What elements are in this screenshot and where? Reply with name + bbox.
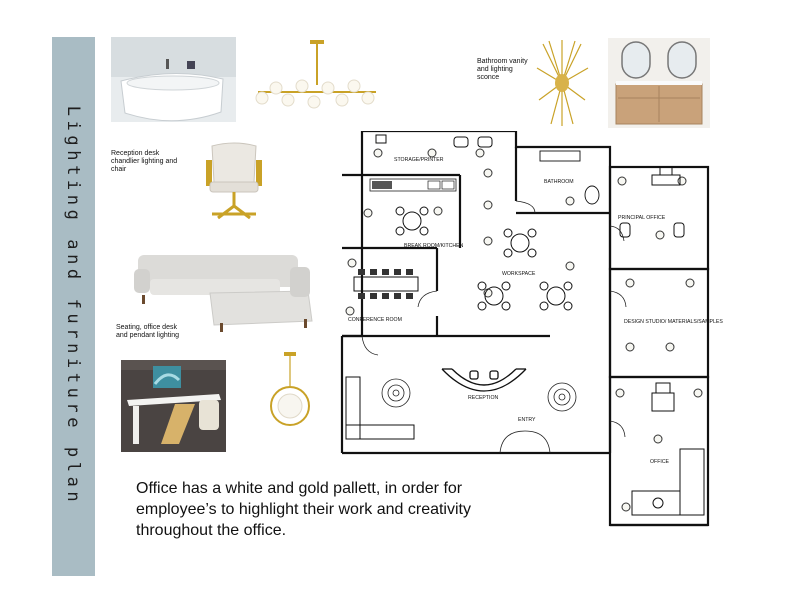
- break-room-table: [396, 207, 428, 235]
- room-label-workspace: WORKSPACE: [502, 271, 536, 277]
- floor-plan-lights: [346, 149, 702, 511]
- room-label-breakroom: BREAK ROOM/KITCHEN: [404, 243, 464, 249]
- seating-caption: Seating, office desk and pendant lighting: [116, 324, 180, 339]
- room-label-design-studio: DESIGN STUDIO/ MATERIALS/SAMPLES: [624, 319, 723, 325]
- reception-caption: Reception desk chandlier lighting and chair: [111, 150, 178, 173]
- room-label-principal: PRINCIPAL OFFICE: [618, 215, 666, 221]
- room-label-storage: STORAGE/PRINTER: [394, 157, 444, 163]
- floor-plan-walls: [342, 131, 708, 525]
- room-label-entry: ENTRY: [518, 417, 536, 423]
- floor-plan: [320, 131, 732, 529]
- bathroom-caption: Bathroom vanity and lighting sconce: [477, 58, 528, 81]
- sconce-photo: [535, 38, 590, 128]
- conference-table: [354, 269, 418, 299]
- chair-photo: [198, 138, 270, 223]
- room-label-conference: CONFERENCE ROOM: [348, 317, 402, 323]
- description-text: Office has a white and gold pallett, in order for employee’s to highlight their work and creativity throughout the office.: [136, 480, 471, 539]
- chandelier-photo: [250, 40, 385, 125]
- pendant-light-photo: [270, 352, 310, 430]
- vanity-photo: [608, 38, 710, 128]
- floor-plan-doors: [362, 201, 626, 453]
- page-title: Lighting and furniture plan: [63, 105, 83, 507]
- reception-desk: [442, 369, 526, 391]
- sectional-sofa-photo: [130, 245, 315, 333]
- reception-desk-photo: [111, 37, 236, 122]
- room-label-office: OFFICE: [650, 459, 670, 465]
- office-desk-photo: [121, 360, 226, 452]
- room-label-reception: RECEPTION: [468, 395, 499, 401]
- room-label-bathroom: BATHROOM: [544, 179, 574, 185]
